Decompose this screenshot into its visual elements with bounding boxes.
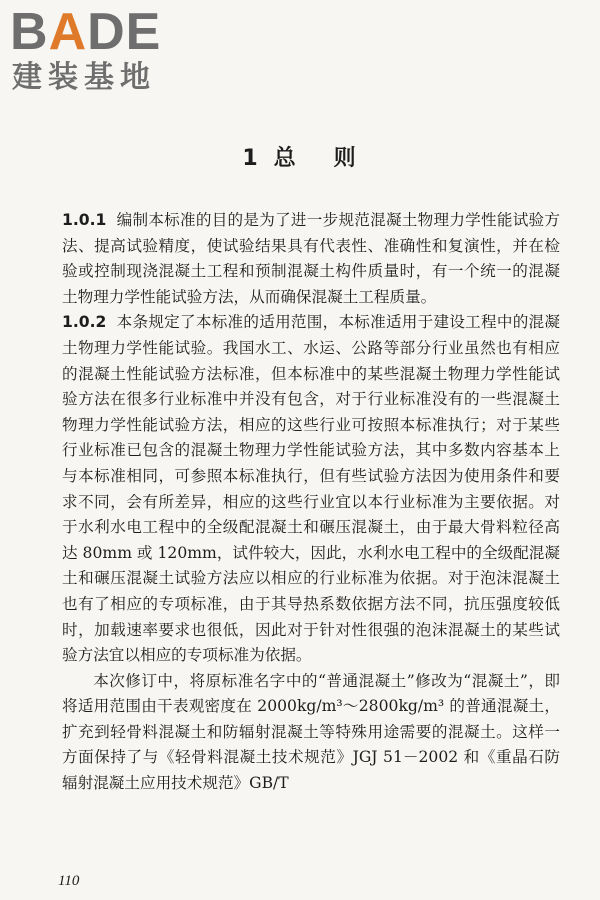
- page-number: 110: [58, 873, 80, 889]
- logo-wordmark: [10, 3, 162, 61]
- revision-paragraph: 本次修订中，将原标准名字中的“普通混凝土”修改为“混凝土”，即将适用范围由干表观密度在 2000kg/m³～2800kg/m³ 的普通混凝土，扩充到轻骨料混凝土和防辐射混凝土等特殊用途需要的混凝土。这样一方面保持了与《轻骨料混凝土技术规范》JGJ 51－2002 和《重晶石防辐射混凝土应用技术规范》GB/T: [62, 671, 560, 793]
- clause-text: 本条规定了本标准的适用范围，本标准适用于建设工程中的混凝土物理力学性能试验。我国水工、水运、公路等部分行业虽然也有相应的混凝土性能试验方法标准，但本标准中的某些混凝土物理力学性能试验方法在很多行业标准中并没有包含，对于行业标准没有的一些混凝土物理力学性能试验方法，相应的这些行业可按照本标准执行；对于某些行业标准已包含的混凝土物理力学性能试验方法，其中多数内容基本上与本标准相同，可参照本标准执行，但有些试验方法因为使用条件和要求不同，会有所差异，相应的这些行业宜以本行业标准为主要依据。对于水利水电工程中的全级配混凝土和碾压混凝土，由于最大骨料粒径高达 80mm 或 120mm，试件较大，因此，水利水电工程中的全级配混凝土和碾压混凝土试验方法应以相应的行业标准为依据。对于泡沫混凝土也有了相应的专项标准，由于其导热系数依据方法不同，抗压强度较低时，加载速率要求也很低，因此对于针对性很强的泡沫混凝土的某些试验方法宜以相应的专项标准为依据。: [62, 313, 560, 665]
- chapter-title-part2: 则: [333, 146, 358, 171]
- logo-letters-de: DE: [87, 3, 162, 61]
- clause-number: 1.0.1: [62, 211, 107, 229]
- clause-1-0-1: [62, 208, 560, 310]
- clause-text: 编制本标准的目的是为了进一步规范混凝土物理力学性能试验方法、提高试验精度，使试验结果具有代表性、准确性和复演性，并在检验或控制现浇混凝土工程和预制混凝土构件质量时，有一个统一的混凝土物理力学性能试验方法，从而确保混凝土工程质量。: [62, 211, 560, 306]
- clause-number: 1.0.2: [62, 313, 107, 332]
- chapter-title-part1: 总: [273, 146, 298, 171]
- body-text: [62, 208, 560, 797]
- logo-chinese-name: 建装基地: [12, 60, 156, 95]
- logo-letter-b: B: [10, 3, 49, 61]
- chapter-title: [0, 145, 600, 173]
- clause-1-0-2: [62, 310, 560, 668]
- logo-letter-a-accent: A: [48, 3, 88, 61]
- site-logo: [10, 3, 190, 98]
- chapter-number: 1: [242, 146, 260, 171]
